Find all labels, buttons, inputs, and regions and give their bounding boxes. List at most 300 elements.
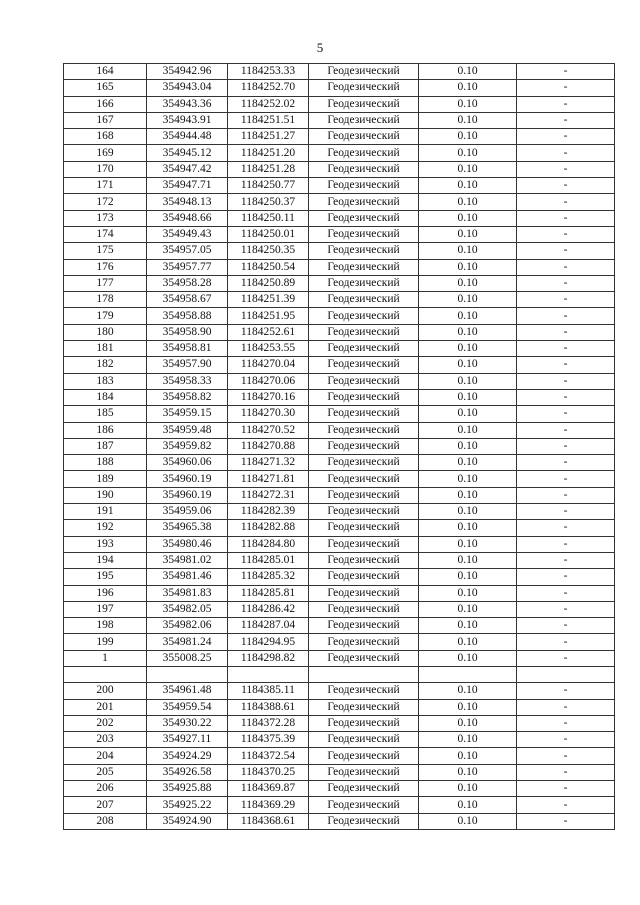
page-number: 5 xyxy=(316,40,324,55)
y-coordinate-cell: 1184284.80 xyxy=(228,536,309,552)
table-row xyxy=(64,666,615,682)
method-cell: Геодезический xyxy=(309,243,419,259)
coordinates-table xyxy=(63,63,615,830)
x-coordinate-cell: 354943.36 xyxy=(147,96,228,112)
x-coordinate-cell: 354947.42 xyxy=(147,161,228,177)
accuracy-cell: 0.10 xyxy=(419,650,517,666)
method-cell: Геодезический xyxy=(309,797,419,813)
table-row xyxy=(64,699,615,715)
description-cell: - xyxy=(517,373,615,389)
accuracy-cell: 0.10 xyxy=(419,259,517,275)
y-coordinate-cell: 1184368.61 xyxy=(228,813,309,829)
description-cell: - xyxy=(517,96,615,112)
y-coordinate-cell: 1184369.87 xyxy=(228,781,309,797)
description-cell: - xyxy=(517,422,615,438)
y-coordinate-cell: 1184372.28 xyxy=(228,715,309,731)
method-cell: Геодезический xyxy=(309,292,419,308)
x-coordinate-cell: 354965.38 xyxy=(147,520,228,536)
accuracy-cell: 0.10 xyxy=(419,80,517,96)
method-cell: Геодезический xyxy=(309,699,419,715)
point-number-cell: 173 xyxy=(64,210,147,226)
table-row xyxy=(64,194,615,210)
accuracy-cell: 0.10 xyxy=(419,324,517,340)
method-cell: Геодезический xyxy=(309,341,419,357)
point-number-cell: 204 xyxy=(64,748,147,764)
point-number-cell: 206 xyxy=(64,781,147,797)
point-number-cell: 175 xyxy=(64,243,147,259)
point-number-cell: 181 xyxy=(64,341,147,357)
accuracy-cell: 0.10 xyxy=(419,422,517,438)
description-cell: - xyxy=(517,552,615,568)
y-coordinate-cell: 1184250.77 xyxy=(228,178,309,194)
table-row xyxy=(64,406,615,422)
y-coordinate-cell: 1184270.88 xyxy=(228,438,309,454)
method-cell: Геодезический xyxy=(309,585,419,601)
description-cell: - xyxy=(517,504,615,520)
description-cell: - xyxy=(517,487,615,503)
description-cell: - xyxy=(517,80,615,96)
table-row xyxy=(64,601,615,617)
accuracy-cell: 0.10 xyxy=(419,112,517,128)
table-row xyxy=(64,438,615,454)
description-cell: - xyxy=(517,748,615,764)
x-coordinate-cell: 354948.13 xyxy=(147,194,228,210)
point-number-cell: 1 xyxy=(64,650,147,666)
y-coordinate-cell: 1184286.42 xyxy=(228,601,309,617)
method-cell: Геодезический xyxy=(309,618,419,634)
method-cell: Геодезический xyxy=(309,389,419,405)
y-coordinate-cell xyxy=(228,666,309,682)
method-cell: Геодезический xyxy=(309,520,419,536)
y-coordinate-cell: 1184252.70 xyxy=(228,80,309,96)
table-row xyxy=(64,259,615,275)
accuracy-cell: 0.10 xyxy=(419,813,517,829)
x-coordinate-cell: 354949.43 xyxy=(147,226,228,242)
table-row xyxy=(64,797,615,813)
description-cell: - xyxy=(517,389,615,405)
method-cell: Геодезический xyxy=(309,732,419,748)
table-row xyxy=(64,64,615,80)
x-coordinate-cell: 354925.88 xyxy=(147,781,228,797)
description-cell: - xyxy=(517,194,615,210)
accuracy-cell: 0.10 xyxy=(419,308,517,324)
y-coordinate-cell: 1184271.81 xyxy=(228,471,309,487)
description-cell: - xyxy=(517,650,615,666)
description-cell: - xyxy=(517,210,615,226)
point-number-cell: 190 xyxy=(64,487,147,503)
table-row xyxy=(64,487,615,503)
x-coordinate-cell: 354943.04 xyxy=(147,80,228,96)
accuracy-cell: 0.10 xyxy=(419,471,517,487)
description-cell: - xyxy=(517,569,615,585)
point-number-cell: 183 xyxy=(64,373,147,389)
description-cell: - xyxy=(517,178,615,194)
accuracy-cell: 0.10 xyxy=(419,552,517,568)
point-number-cell: 199 xyxy=(64,634,147,650)
y-coordinate-cell: 1184375.39 xyxy=(228,732,309,748)
point-number-cell: 202 xyxy=(64,715,147,731)
table-row xyxy=(64,650,615,666)
point-number-cell: 198 xyxy=(64,618,147,634)
accuracy-cell: 0.10 xyxy=(419,129,517,145)
y-coordinate-cell: 1184270.16 xyxy=(228,389,309,405)
accuracy-cell: 0.10 xyxy=(419,536,517,552)
table-row xyxy=(64,389,615,405)
point-number-cell: 195 xyxy=(64,569,147,585)
description-cell: - xyxy=(517,357,615,373)
accuracy-cell: 0.10 xyxy=(419,715,517,731)
y-coordinate-cell: 1184253.55 xyxy=(228,341,309,357)
point-number-cell: 186 xyxy=(64,422,147,438)
method-cell: Геодезический xyxy=(309,373,419,389)
x-coordinate-cell: 354958.67 xyxy=(147,292,228,308)
method-cell: Геодезический xyxy=(309,748,419,764)
table-row xyxy=(64,373,615,389)
description-cell: - xyxy=(517,161,615,177)
method-cell: Геодезический xyxy=(309,569,419,585)
x-coordinate-cell: 354926.58 xyxy=(147,764,228,780)
method-cell: Геодезический xyxy=(309,194,419,210)
x-coordinate-cell: 354944.48 xyxy=(147,129,228,145)
point-number-cell: 166 xyxy=(64,96,147,112)
description-cell: - xyxy=(517,699,615,715)
y-coordinate-cell: 1184270.52 xyxy=(228,422,309,438)
point-number-cell: 165 xyxy=(64,80,147,96)
table-row xyxy=(64,732,615,748)
description-cell: - xyxy=(517,536,615,552)
y-coordinate-cell: 1184285.81 xyxy=(228,585,309,601)
description-cell: - xyxy=(517,275,615,291)
accuracy-cell: 0.10 xyxy=(419,96,517,112)
method-cell: Геодезический xyxy=(309,813,419,829)
table-row xyxy=(64,341,615,357)
method-cell: Геодезический xyxy=(309,357,419,373)
point-number-cell: 178 xyxy=(64,292,147,308)
method-cell: Геодезический xyxy=(309,145,419,161)
table-row xyxy=(64,145,615,161)
table-row xyxy=(64,161,615,177)
y-coordinate-cell: 1184369.29 xyxy=(228,797,309,813)
accuracy-cell: 0.10 xyxy=(419,634,517,650)
method-cell xyxy=(309,666,419,682)
accuracy-cell: 0.10 xyxy=(419,373,517,389)
method-cell: Геодезический xyxy=(309,80,419,96)
accuracy-cell: 0.10 xyxy=(419,764,517,780)
x-coordinate-cell: 354960.19 xyxy=(147,487,228,503)
table-row xyxy=(64,129,615,145)
accuracy-cell: 0.10 xyxy=(419,210,517,226)
method-cell: Геодезический xyxy=(309,601,419,617)
description-cell: - xyxy=(517,145,615,161)
method-cell: Геодезический xyxy=(309,406,419,422)
method-cell: Геодезический xyxy=(309,504,419,520)
x-coordinate-cell: 354959.54 xyxy=(147,699,228,715)
point-number-cell: 176 xyxy=(64,259,147,275)
x-coordinate-cell: 354930.22 xyxy=(147,715,228,731)
point-number-cell: 184 xyxy=(64,389,147,405)
accuracy-cell: 0.10 xyxy=(419,487,517,503)
description-cell: - xyxy=(517,764,615,780)
coordinates-table-body xyxy=(64,64,615,830)
description-cell: - xyxy=(517,308,615,324)
method-cell: Геодезический xyxy=(309,438,419,454)
y-coordinate-cell: 1184252.02 xyxy=(228,96,309,112)
x-coordinate-cell: 354924.29 xyxy=(147,748,228,764)
method-cell: Геодезический xyxy=(309,764,419,780)
method-cell: Геодезический xyxy=(309,324,419,340)
accuracy-cell: 0.10 xyxy=(419,178,517,194)
x-coordinate-cell: 354959.48 xyxy=(147,422,228,438)
x-coordinate-cell: 354925.22 xyxy=(147,797,228,813)
method-cell: Геодезический xyxy=(309,178,419,194)
point-number-cell: 201 xyxy=(64,699,147,715)
point-number-cell: 208 xyxy=(64,813,147,829)
accuracy-cell: 0.10 xyxy=(419,145,517,161)
y-coordinate-cell: 1184253.33 xyxy=(228,64,309,80)
table-row xyxy=(64,96,615,112)
x-coordinate-cell: 354943.91 xyxy=(147,112,228,128)
x-coordinate-cell: 354959.15 xyxy=(147,406,228,422)
accuracy-cell xyxy=(419,666,517,682)
y-coordinate-cell: 1184294.95 xyxy=(228,634,309,650)
x-coordinate-cell: 354958.33 xyxy=(147,373,228,389)
table-row xyxy=(64,536,615,552)
method-cell: Геодезический xyxy=(309,455,419,471)
point-number-cell: 187 xyxy=(64,438,147,454)
x-coordinate-cell: 354960.19 xyxy=(147,471,228,487)
table-row xyxy=(64,324,615,340)
description-cell: - xyxy=(517,226,615,242)
y-coordinate-cell: 1184250.89 xyxy=(228,275,309,291)
y-coordinate-cell: 1184270.04 xyxy=(228,357,309,373)
accuracy-cell: 0.10 xyxy=(419,455,517,471)
table-row xyxy=(64,112,615,128)
table-row xyxy=(64,618,615,634)
x-coordinate-cell: 354957.05 xyxy=(147,243,228,259)
x-coordinate-cell: 354958.82 xyxy=(147,389,228,405)
x-coordinate-cell: 354960.06 xyxy=(147,455,228,471)
point-number-cell: 174 xyxy=(64,226,147,242)
accuracy-cell: 0.10 xyxy=(419,438,517,454)
point-number-cell: 207 xyxy=(64,797,147,813)
point-number-cell: 171 xyxy=(64,178,147,194)
description-cell: - xyxy=(517,406,615,422)
x-coordinate-cell: 354924.90 xyxy=(147,813,228,829)
x-coordinate-cell: 354945.12 xyxy=(147,145,228,161)
accuracy-cell: 0.10 xyxy=(419,504,517,520)
accuracy-cell: 0.10 xyxy=(419,732,517,748)
y-coordinate-cell: 1184270.30 xyxy=(228,406,309,422)
description-cell: - xyxy=(517,683,615,699)
y-coordinate-cell: 1184251.39 xyxy=(228,292,309,308)
y-coordinate-cell: 1184388.61 xyxy=(228,699,309,715)
table-row xyxy=(64,455,615,471)
point-number-cell xyxy=(64,666,147,682)
table-row xyxy=(64,520,615,536)
accuracy-cell: 0.10 xyxy=(419,292,517,308)
point-number-cell: 164 xyxy=(64,64,147,80)
point-number-cell: 197 xyxy=(64,601,147,617)
y-coordinate-cell: 1184270.06 xyxy=(228,373,309,389)
point-number-cell: 185 xyxy=(64,406,147,422)
x-coordinate-cell: 354942.96 xyxy=(147,64,228,80)
table-row xyxy=(64,243,615,259)
table-row xyxy=(64,813,615,829)
y-coordinate-cell: 1184250.35 xyxy=(228,243,309,259)
point-number-cell: 193 xyxy=(64,536,147,552)
description-cell: - xyxy=(517,112,615,128)
x-coordinate-cell: 354981.24 xyxy=(147,634,228,650)
point-number-cell: 167 xyxy=(64,112,147,128)
description-cell: - xyxy=(517,813,615,829)
x-coordinate-cell: 354981.46 xyxy=(147,569,228,585)
x-coordinate-cell xyxy=(147,666,228,682)
y-coordinate-cell: 1184250.11 xyxy=(228,210,309,226)
accuracy-cell: 0.10 xyxy=(419,618,517,634)
accuracy-cell: 0.10 xyxy=(419,357,517,373)
point-number-cell: 179 xyxy=(64,308,147,324)
accuracy-cell: 0.10 xyxy=(419,194,517,210)
table-row xyxy=(64,781,615,797)
point-number-cell: 182 xyxy=(64,357,147,373)
y-coordinate-cell: 1184251.28 xyxy=(228,161,309,177)
x-coordinate-cell: 354980.46 xyxy=(147,536,228,552)
accuracy-cell: 0.10 xyxy=(419,683,517,699)
method-cell: Геодезический xyxy=(309,210,419,226)
description-cell: - xyxy=(517,259,615,275)
method-cell: Геодезический xyxy=(309,275,419,291)
point-number-cell: 170 xyxy=(64,161,147,177)
description-cell: - xyxy=(517,324,615,340)
description-cell: - xyxy=(517,455,615,471)
table-row xyxy=(64,552,615,568)
point-number-cell: 189 xyxy=(64,471,147,487)
method-cell: Геодезический xyxy=(309,471,419,487)
point-number-cell: 169 xyxy=(64,145,147,161)
method-cell: Геодезический xyxy=(309,64,419,80)
y-coordinate-cell: 1184251.95 xyxy=(228,308,309,324)
accuracy-cell: 0.10 xyxy=(419,64,517,80)
method-cell: Геодезический xyxy=(309,487,419,503)
description-cell: - xyxy=(517,438,615,454)
table-row xyxy=(64,764,615,780)
method-cell: Геодезический xyxy=(309,96,419,112)
y-coordinate-cell: 1184285.32 xyxy=(228,569,309,585)
table-row xyxy=(64,504,615,520)
y-coordinate-cell: 1184385.11 xyxy=(228,683,309,699)
y-coordinate-cell: 1184250.54 xyxy=(228,259,309,275)
description-cell: - xyxy=(517,634,615,650)
table-row xyxy=(64,715,615,731)
table-row xyxy=(64,585,615,601)
table-row xyxy=(64,569,615,585)
method-cell: Геодезический xyxy=(309,226,419,242)
y-coordinate-cell: 1184272.31 xyxy=(228,487,309,503)
table-row xyxy=(64,683,615,699)
x-coordinate-cell: 354961.48 xyxy=(147,683,228,699)
point-number-cell: 194 xyxy=(64,552,147,568)
method-cell: Геодезический xyxy=(309,552,419,568)
x-coordinate-cell: 354959.06 xyxy=(147,504,228,520)
table-row xyxy=(64,471,615,487)
description-cell: - xyxy=(517,797,615,813)
y-coordinate-cell: 1184285.01 xyxy=(228,552,309,568)
table-row xyxy=(64,80,615,96)
table-row xyxy=(64,210,615,226)
y-coordinate-cell: 1184372.54 xyxy=(228,748,309,764)
table-row xyxy=(64,292,615,308)
point-number-cell: 188 xyxy=(64,455,147,471)
table-row xyxy=(64,275,615,291)
description-cell: - xyxy=(517,292,615,308)
x-coordinate-cell: 354947.71 xyxy=(147,178,228,194)
description-cell xyxy=(517,666,615,682)
y-coordinate-cell: 1184250.37 xyxy=(228,194,309,210)
accuracy-cell: 0.10 xyxy=(419,243,517,259)
x-coordinate-cell: 354982.06 xyxy=(147,618,228,634)
x-coordinate-cell: 354958.90 xyxy=(147,324,228,340)
description-cell: - xyxy=(517,520,615,536)
accuracy-cell: 0.10 xyxy=(419,569,517,585)
x-coordinate-cell: 354957.90 xyxy=(147,357,228,373)
method-cell: Геодезический xyxy=(309,308,419,324)
x-coordinate-cell: 354948.66 xyxy=(147,210,228,226)
point-number-cell: 172 xyxy=(64,194,147,210)
method-cell: Геодезический xyxy=(309,422,419,438)
description-cell: - xyxy=(517,129,615,145)
y-coordinate-cell: 1184282.88 xyxy=(228,520,309,536)
accuracy-cell: 0.10 xyxy=(419,797,517,813)
method-cell: Геодезический xyxy=(309,536,419,552)
accuracy-cell: 0.10 xyxy=(419,699,517,715)
description-cell: - xyxy=(517,64,615,80)
x-coordinate-cell: 354958.88 xyxy=(147,308,228,324)
point-number-cell: 200 xyxy=(64,683,147,699)
accuracy-cell: 0.10 xyxy=(419,389,517,405)
y-coordinate-cell: 1184287.04 xyxy=(228,618,309,634)
table-row xyxy=(64,422,615,438)
point-number-cell: 196 xyxy=(64,585,147,601)
x-coordinate-cell: 355008.25 xyxy=(147,650,228,666)
accuracy-cell: 0.10 xyxy=(419,601,517,617)
y-coordinate-cell: 1184271.32 xyxy=(228,455,309,471)
point-number-cell: 191 xyxy=(64,504,147,520)
description-cell: - xyxy=(517,781,615,797)
y-coordinate-cell: 1184370.25 xyxy=(228,764,309,780)
table-row xyxy=(64,308,615,324)
description-cell: - xyxy=(517,243,615,259)
accuracy-cell: 0.10 xyxy=(419,161,517,177)
description-cell: - xyxy=(517,471,615,487)
accuracy-cell: 0.10 xyxy=(419,406,517,422)
accuracy-cell: 0.10 xyxy=(419,341,517,357)
point-number-cell: 180 xyxy=(64,324,147,340)
x-coordinate-cell: 354927.11 xyxy=(147,732,228,748)
x-coordinate-cell: 354981.02 xyxy=(147,552,228,568)
x-coordinate-cell: 354959.82 xyxy=(147,438,228,454)
method-cell: Геодезический xyxy=(309,781,419,797)
point-number-cell: 168 xyxy=(64,129,147,145)
table-row xyxy=(64,178,615,194)
point-number-cell: 192 xyxy=(64,520,147,536)
y-coordinate-cell: 1184282.39 xyxy=(228,504,309,520)
y-coordinate-cell: 1184251.27 xyxy=(228,129,309,145)
table-row xyxy=(64,634,615,650)
x-coordinate-cell: 354981.83 xyxy=(147,585,228,601)
method-cell: Геодезический xyxy=(309,161,419,177)
table-row xyxy=(64,748,615,764)
method-cell: Геодезический xyxy=(309,112,419,128)
